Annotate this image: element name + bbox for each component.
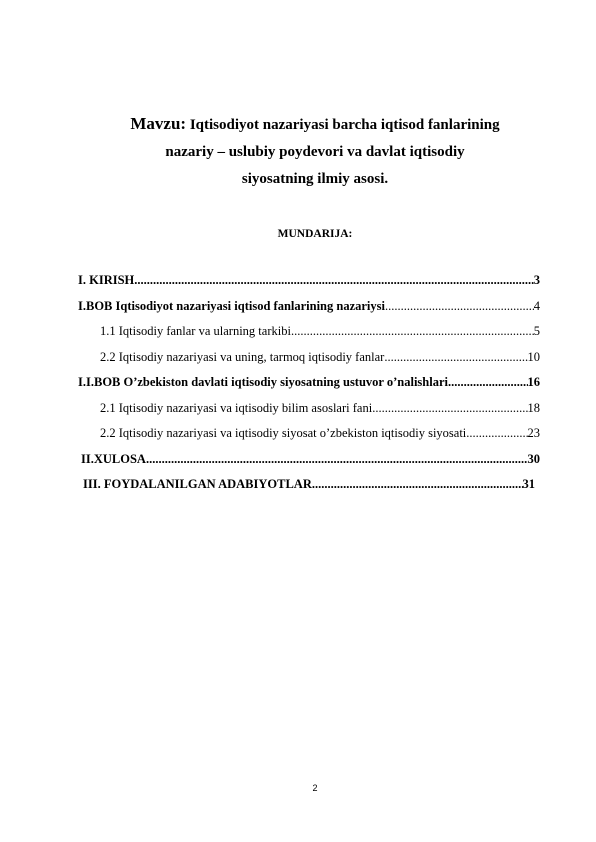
toc-entry-page: 4 (533, 298, 540, 313)
title-lead: Mavzu: (130, 114, 187, 133)
toc-entry-page: 18 (527, 400, 540, 415)
toc-entry-2-2b[interactable] (78, 426, 540, 452)
title-line-1 (80, 110, 550, 139)
table-of-contents (78, 273, 540, 503)
toc-entry-page: 5 (533, 324, 540, 338)
toc-entry-page: 3 (533, 273, 540, 287)
title-line-1-text: Iqtisodiyot nazariyasi barcha iqtisod fanlarining (189, 117, 500, 133)
toc-entry-2-2a[interactable] (78, 350, 540, 376)
page-number: 2 (312, 783, 318, 793)
toc-entry-kirish[interactable] (78, 273, 540, 299)
toc-entry-text: I. KIRISH (78, 273, 135, 287)
toc-entry-text: 1.1 Iqtisodiy fanlar va ularning tarkibi (100, 324, 291, 338)
toc-entry-bob-1[interactable] (78, 299, 540, 325)
toc-entry-page: 30 (527, 451, 540, 466)
toc-entry-text: III. FOYDALANILGAN ADABIYOTLAR (83, 477, 312, 491)
title-line-2: nazariy – uslubiy poydevori va davlat iqtisodiy (165, 144, 465, 160)
toc-leader-dots (384, 350, 527, 364)
toc-entry-text: 2.2 Iqtisodiy nazariyasi va iqtisodiy siyosat o’zbekiston iqtisodiy siyosati (100, 426, 467, 440)
toc-entry-page: 16 (527, 375, 540, 389)
toc-leader-dots (146, 452, 528, 466)
toc-entry-page: 10 (527, 349, 540, 364)
toc-entry-text: II.XULOSA (81, 451, 146, 466)
toc-entry-page: 23 (527, 426, 540, 440)
toc-entry-page: 31 (522, 477, 535, 491)
toc-entry-text: 2.2 Iqtisodiy nazariyasi va uning, tarmoq iqtisodiy fanlar (100, 349, 385, 364)
toc-entry-adabiyotlar[interactable] (78, 477, 535, 503)
title-line-3: siyosatning ilmiy asosi. (241, 171, 389, 187)
toc-entry-2-1[interactable] (78, 401, 540, 427)
toc-entry-text: 2.1 Iqtisodiy nazariyasi va iqtisodiy bilim asoslari fani (100, 400, 373, 415)
toc-leader-dots (466, 426, 527, 440)
toc-leader-dots (385, 299, 534, 313)
toc-entry-xulosa[interactable] (78, 452, 540, 478)
toc-leader-dots (448, 375, 528, 389)
toc-leader-dots (134, 273, 533, 287)
toc-entry-text: I.BOB Iqtisodiyot nazariyasi iqtisod fanlarining nazariysi (78, 298, 385, 313)
toc-entry-bob-2[interactable] (78, 375, 540, 401)
toc-leader-dots (312, 477, 523, 491)
toc-leader-dots (291, 324, 534, 338)
toc-entry-text: I.I.BOB O’zbekiston davlati iqtisodiy siyosatning ustuvor o’nalishlari (78, 375, 448, 389)
toc-leader-dots (372, 401, 527, 415)
toc-entry-1-1[interactable] (78, 324, 540, 350)
toc-heading: MUNDARIJA: (277, 228, 353, 240)
document-title (80, 110, 550, 193)
